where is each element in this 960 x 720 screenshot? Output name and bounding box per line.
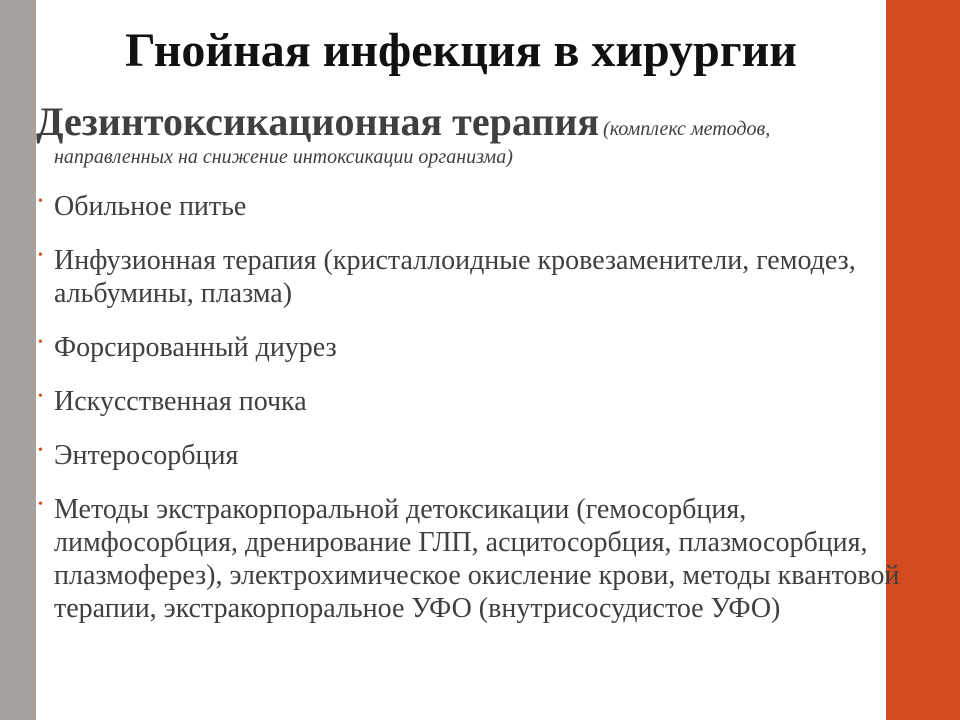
list-item — [36, 244, 926, 310]
list-item-text: Инфузионная терапия (кристаллоидные кровезаменители, гемодез, альбумины, плазма) — [54, 245, 856, 309]
list-item — [36, 439, 926, 472]
list-item-text: Обильное питье — [54, 191, 247, 222]
list-item-text: Искусственная почка — [54, 386, 307, 417]
slide-title: Гнойная инфекция в хирургии — [125, 24, 797, 77]
bullet-icon: • — [38, 497, 43, 512]
bullet-icon: • — [38, 335, 43, 350]
list-item — [36, 385, 926, 418]
bullet-icon: • — [38, 443, 43, 458]
bullet-icon: • — [38, 194, 43, 209]
bullet-icon: • — [38, 389, 43, 404]
bullet-list — [36, 190, 926, 646]
section-heading: Дезинтоксикационная терапия — [36, 99, 600, 144]
list-item-text: Методы экстракорпоральной детоксикации (гемосорбция, лимфосорбция, дренирование ГЛП, асцитосорбция, плазмосорбция, плазмоферез), электрохимическое окисление крови, методы квантовой терапии, экстракорпоральное УФО (внутрисосудистое УФО) — [54, 494, 900, 624]
list-item-text: Энтеросорбция — [54, 440, 239, 471]
left-decorative-bar — [0, 0, 36, 720]
list-item — [36, 190, 926, 223]
bullet-icon: • — [38, 248, 43, 263]
list-item — [36, 331, 926, 364]
list-item-text: Форсированный диурез — [54, 332, 337, 363]
heading-note-line-2: направленных на снижение интоксикации организма) — [54, 146, 513, 168]
list-item — [36, 493, 926, 625]
section-heading-block — [36, 99, 936, 168]
heading-note-line-1: (комплекс методов, — [603, 118, 771, 140]
